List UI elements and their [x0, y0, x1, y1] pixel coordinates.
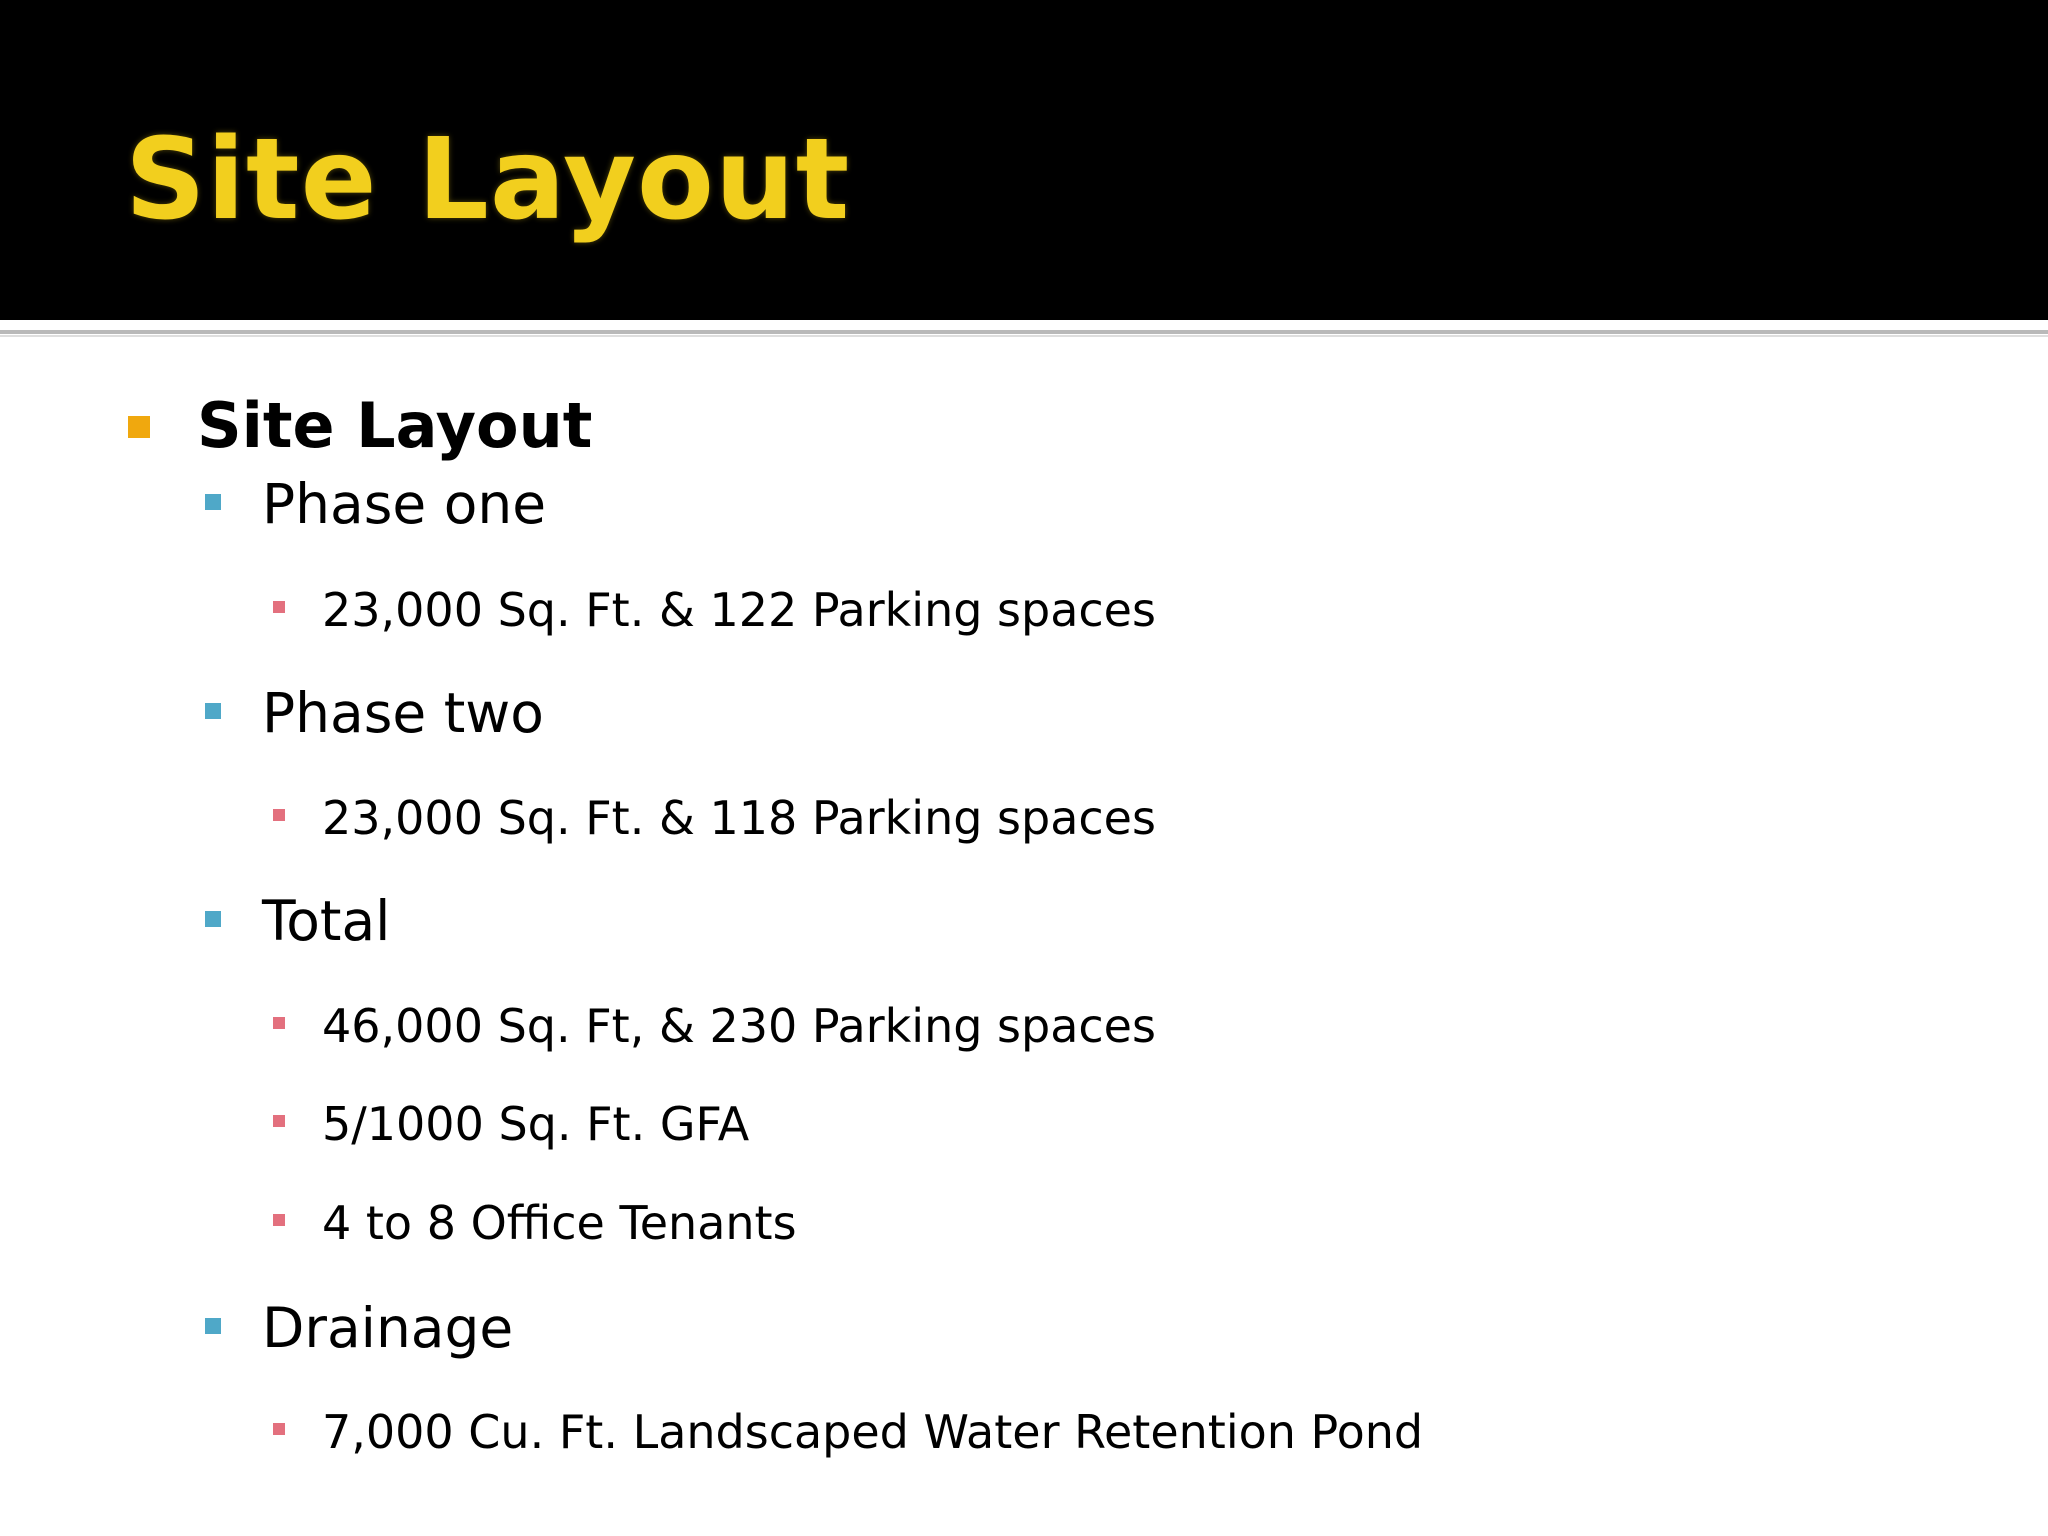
list-item-level3: [0, 1402, 1900, 1492]
square-bullet-icon: [205, 703, 221, 719]
slide-title: Site Layout: [125, 115, 851, 245]
square-bullet-icon: [273, 809, 285, 821]
list-item-level3: [0, 1193, 1900, 1283]
square-bullet-icon: [273, 1017, 285, 1029]
list-item-text: 4 to 8 Office Tenants: [322, 1196, 797, 1250]
list-item-level3: [0, 996, 1900, 1086]
list-item-level2: [0, 677, 1900, 767]
square-bullet-icon: [273, 1115, 285, 1127]
square-bullet-icon: [273, 601, 285, 613]
list-item-text: Drainage: [262, 1296, 514, 1360]
square-bullet-icon: [273, 1423, 285, 1435]
list-item-text: Total: [262, 889, 391, 953]
list-item-level3: [0, 1094, 1900, 1184]
square-bullet-icon: [205, 494, 221, 510]
list-item-text: 23,000 Sq. Ft. & 118 Parking spaces: [322, 791, 1156, 845]
square-bullet-icon: [205, 911, 221, 927]
list-item-text: 46,000 Sq. Ft, & 230 Parking spaces: [322, 999, 1156, 1053]
list-item-level2: [0, 885, 1900, 975]
list-item-text: 5/1000 Sq. Ft. GFA: [322, 1097, 750, 1151]
list-item-level3: [0, 788, 1900, 878]
list-item-text: Phase one: [262, 472, 547, 536]
square-bullet-icon: [273, 1214, 285, 1226]
list-item-text: Phase two: [262, 681, 544, 745]
square-bullet-icon: [205, 1318, 221, 1334]
square-bullet-icon: [128, 416, 150, 438]
list-item-text: 7,000 Cu. Ft. Landscaped Water Retention Pond: [322, 1405, 1424, 1459]
list-item-level2: [0, 468, 1900, 558]
list-item-level2: [0, 1292, 1900, 1382]
list-item-text: 23,000 Sq. Ft. & 122 Parking spaces: [322, 583, 1156, 637]
list-item-level1: [0, 386, 1900, 476]
list-item-level3: [0, 580, 1900, 670]
list-item-text: Site Layout: [197, 389, 593, 462]
